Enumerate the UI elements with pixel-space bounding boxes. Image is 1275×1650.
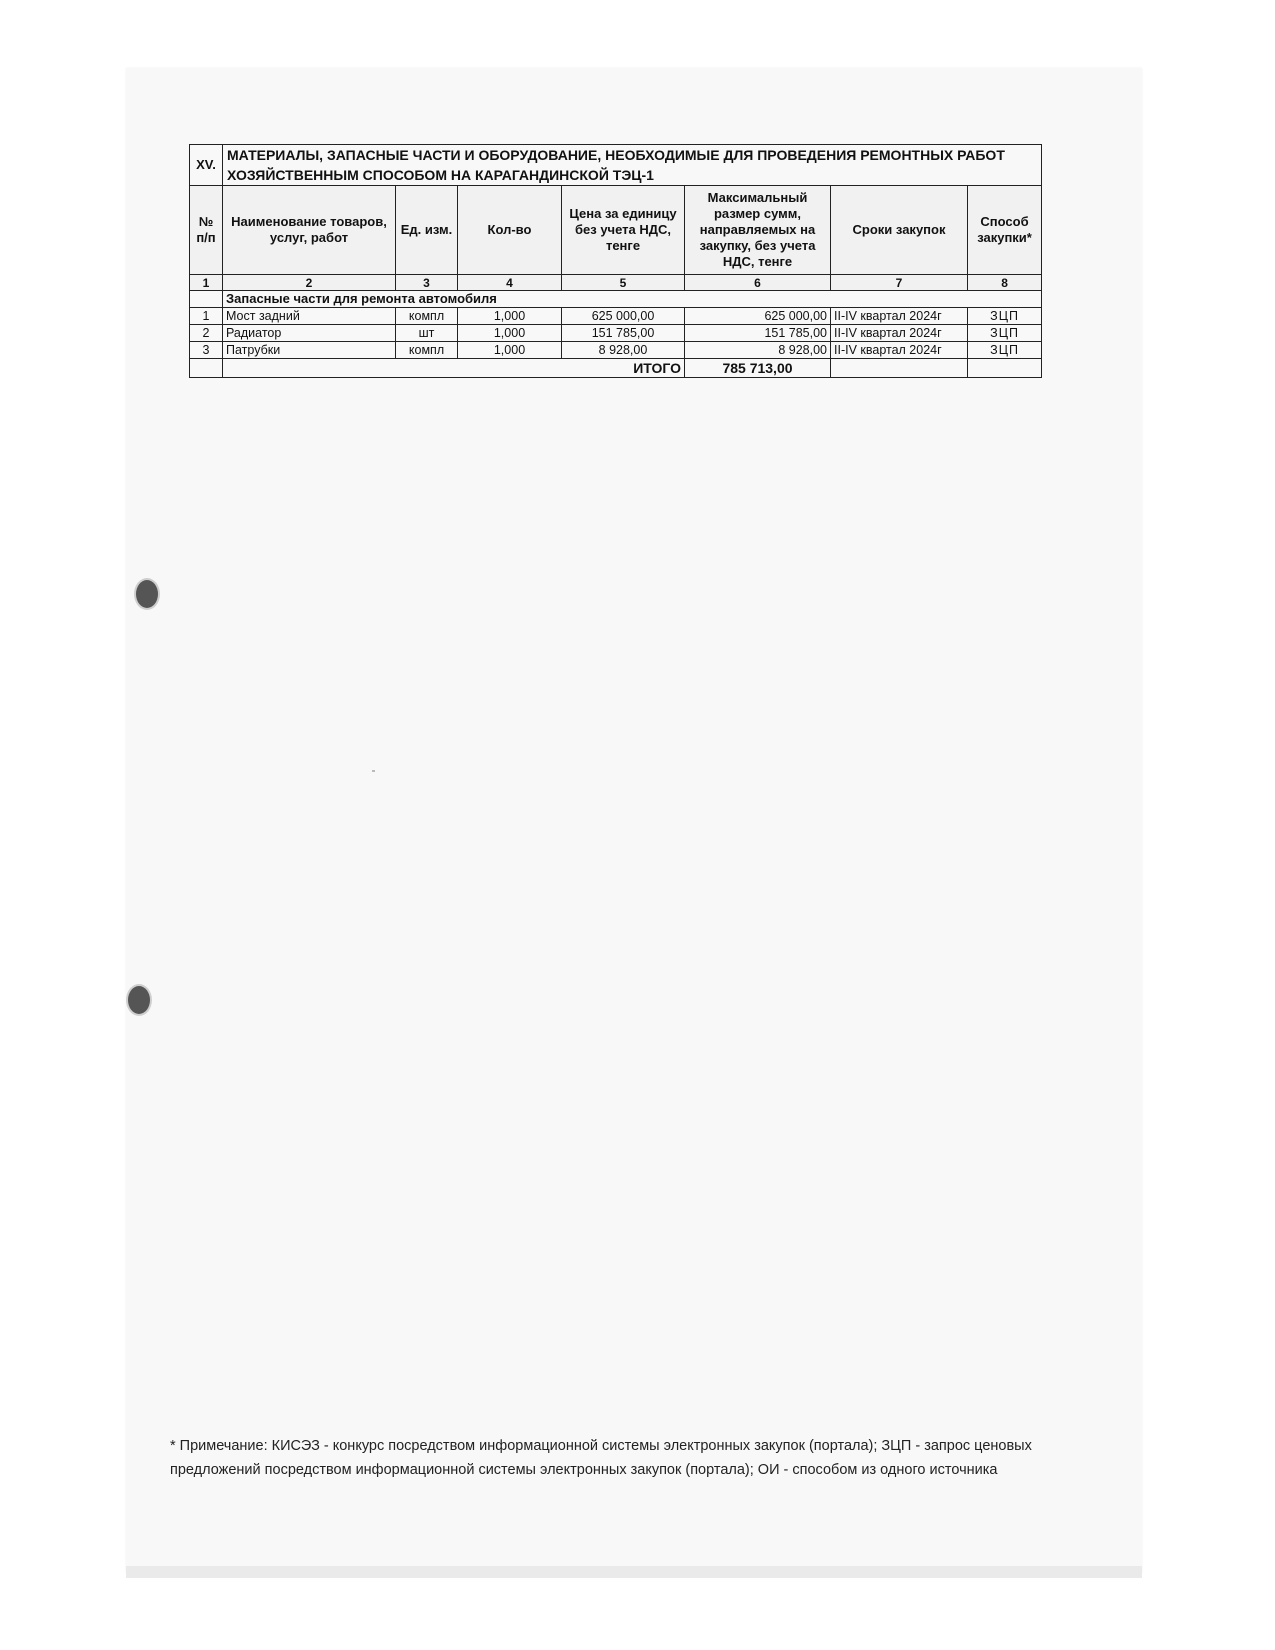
item-amount: 8 928,00 [685, 342, 831, 359]
column-number: 5 [562, 275, 685, 291]
item-method: ЗЦП [968, 308, 1042, 325]
procurement-table [189, 144, 1042, 378]
item-name: Радиатор [223, 325, 396, 342]
column-number: 8 [968, 275, 1042, 291]
section-title-row [190, 145, 1042, 186]
item-name: Мост задний [223, 308, 396, 325]
table-row [190, 308, 1042, 325]
item-name: Патрубки [223, 342, 396, 359]
table-row [190, 342, 1042, 359]
item-period: II-IV квартал 2024г [831, 325, 968, 342]
header-num: № п/п [190, 186, 223, 275]
total-value: 785 713,00 [685, 359, 831, 378]
column-number-row [190, 275, 1042, 291]
total-empty [831, 359, 968, 378]
column-number: 2 [223, 275, 396, 291]
item-period: II-IV квартал 2024г [831, 308, 968, 325]
header-unit: Ед. изм. [396, 186, 458, 275]
item-num: 2 [190, 325, 223, 342]
header-period: Сроки закупок [831, 186, 968, 275]
header-qty: Кол-во [458, 186, 562, 275]
item-qty: 1,000 [458, 342, 562, 359]
footnote: * Примечание: КИСЭЗ - конкурс посредством информационной системы электронных закупок (портала); ЗЦП - запрос ценовых предложений посредством информационной системы электронных закупок (портала); ОИ - способом из одного источника [170, 1438, 1032, 1478]
item-price: 8 928,00 [562, 342, 685, 359]
header-method: Способ закупки* [968, 186, 1042, 275]
item-price: 151 785,00 [562, 325, 685, 342]
item-qty: 1,000 [458, 325, 562, 342]
column-number: 7 [831, 275, 968, 291]
item-method: ЗЦП [968, 325, 1042, 342]
total-label: ИТОГО [223, 359, 685, 378]
total-empty [968, 359, 1042, 378]
header-name: Наименование товаров, услуг, работ [223, 186, 396, 275]
group-row [190, 291, 1042, 308]
paper-bottom-edge [126, 1566, 1142, 1578]
group-title: Запасные части для ремонта автомобиля [223, 291, 1042, 308]
item-qty: 1,000 [458, 308, 562, 325]
header-price: Цена за единицу без учета НДС, тенге [562, 186, 685, 275]
item-amount: 625 000,00 [685, 308, 831, 325]
total-spacer [190, 359, 223, 378]
group-spacer [190, 291, 223, 308]
item-unit: шт [396, 325, 458, 342]
item-unit: компл [396, 308, 458, 325]
item-method: ЗЦП [968, 342, 1042, 359]
item-num: 3 [190, 342, 223, 359]
column-number: 4 [458, 275, 562, 291]
item-period: II-IV квартал 2024г [831, 342, 968, 359]
section-number: XV. [190, 145, 223, 186]
column-number: 6 [685, 275, 831, 291]
header-row [190, 186, 1042, 275]
header-max-amount: Максимальный размер сумм, направляемых на закупку, без учета НДС, тенге [685, 186, 831, 275]
total-row [190, 359, 1042, 378]
column-number: 3 [396, 275, 458, 291]
item-unit: компл [396, 342, 458, 359]
punch-hole-bottom [126, 984, 152, 1016]
item-amount: 151 785,00 [685, 325, 831, 342]
section-title: МАТЕРИАЛЫ, ЗАПАСНЫЕ ЧАСТИ И ОБОРУДОВАНИЕ, НЕОБХОДИМЫЕ ДЛЯ ПРОВЕДЕНИЯ РЕМОНТНЫХ РАБОТ ХОЗЯЙСТВЕННЫМ СПОСОБОМ НА КАРАГАНДИНСКОЙ ТЭЦ-1 [223, 145, 1042, 186]
column-number: 1 [190, 275, 223, 291]
item-price: 625 000,00 [562, 308, 685, 325]
table-row [190, 325, 1042, 342]
punch-hole-top [134, 578, 160, 610]
item-num: 1 [190, 308, 223, 325]
speck [372, 770, 375, 772]
